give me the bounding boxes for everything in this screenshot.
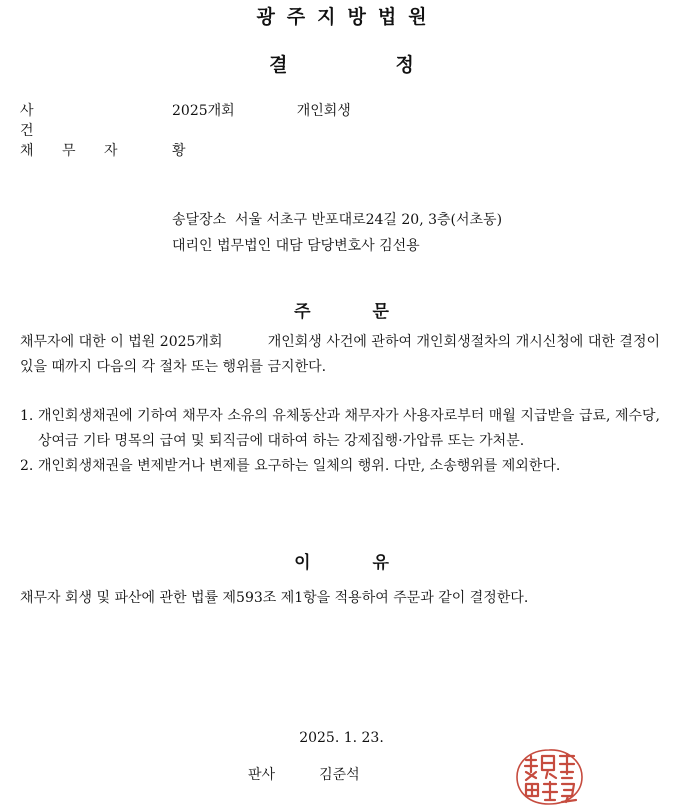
case-number: 2025개회 xyxy=(172,103,235,119)
case-label: 사 건 xyxy=(20,103,96,139)
order-items xyxy=(20,404,660,479)
judge-signature-line xyxy=(248,764,360,784)
debtor-field xyxy=(20,141,186,161)
court-name: 광주지방법원 xyxy=(256,6,439,28)
case-field xyxy=(20,101,351,139)
order-heading: 주문 xyxy=(294,302,451,322)
item-text: 개인회생채권을 변제받거나 변제를 요구하는 일체의 행위. 다만, 소송행위를 제외한다. xyxy=(38,458,561,474)
item-number: 1. xyxy=(20,408,34,424)
item-text: 개인회생채권에 기하여 채무자 소유의 유체동산과 채무자가 사용자로부터 매월 지급받을 급료, 제수당, 상여금 기타 명목의 급여 및 퇴직금에 대하여 하는 강제집행·가압류 또는 가처분. xyxy=(38,408,660,449)
document-type: 결정 xyxy=(269,54,522,76)
debtor-name: 황 xyxy=(172,143,186,159)
item-number: 2. xyxy=(20,458,34,474)
order-intro: 채무자에 대한 이 법원 2025개회 개인회생 사건에 관하여 개인회생절차의 개시신청에 대한 결정이 있을 때까지 다음의 각 절차 또는 행위를 금지한다. xyxy=(20,334,665,375)
reason-text: 채무자 회생 및 파산에 관한 법률 제593조 제1항을 적용하여 주문과 같이 결정한다. xyxy=(20,590,529,606)
judge-name: 김준석 xyxy=(319,767,360,783)
case-name: 개인회생 xyxy=(296,103,351,119)
court-seal-stamp xyxy=(512,744,586,807)
reason-heading: 이유 xyxy=(294,553,451,573)
debtor-label: 채 무 자 xyxy=(20,143,130,159)
service-address: 송달장소 서울 서초구 반포대로24길 20, 3층(서초동) xyxy=(172,212,503,228)
judge-title: 판사 xyxy=(248,767,276,783)
list-item xyxy=(20,404,660,454)
list-item xyxy=(20,454,660,479)
debtor-agent: 대리인 법무법인 대담 담당변호사 김선용 xyxy=(172,238,420,254)
case-value xyxy=(172,101,351,121)
decision-date: 2025. 1. 23. xyxy=(299,730,384,746)
